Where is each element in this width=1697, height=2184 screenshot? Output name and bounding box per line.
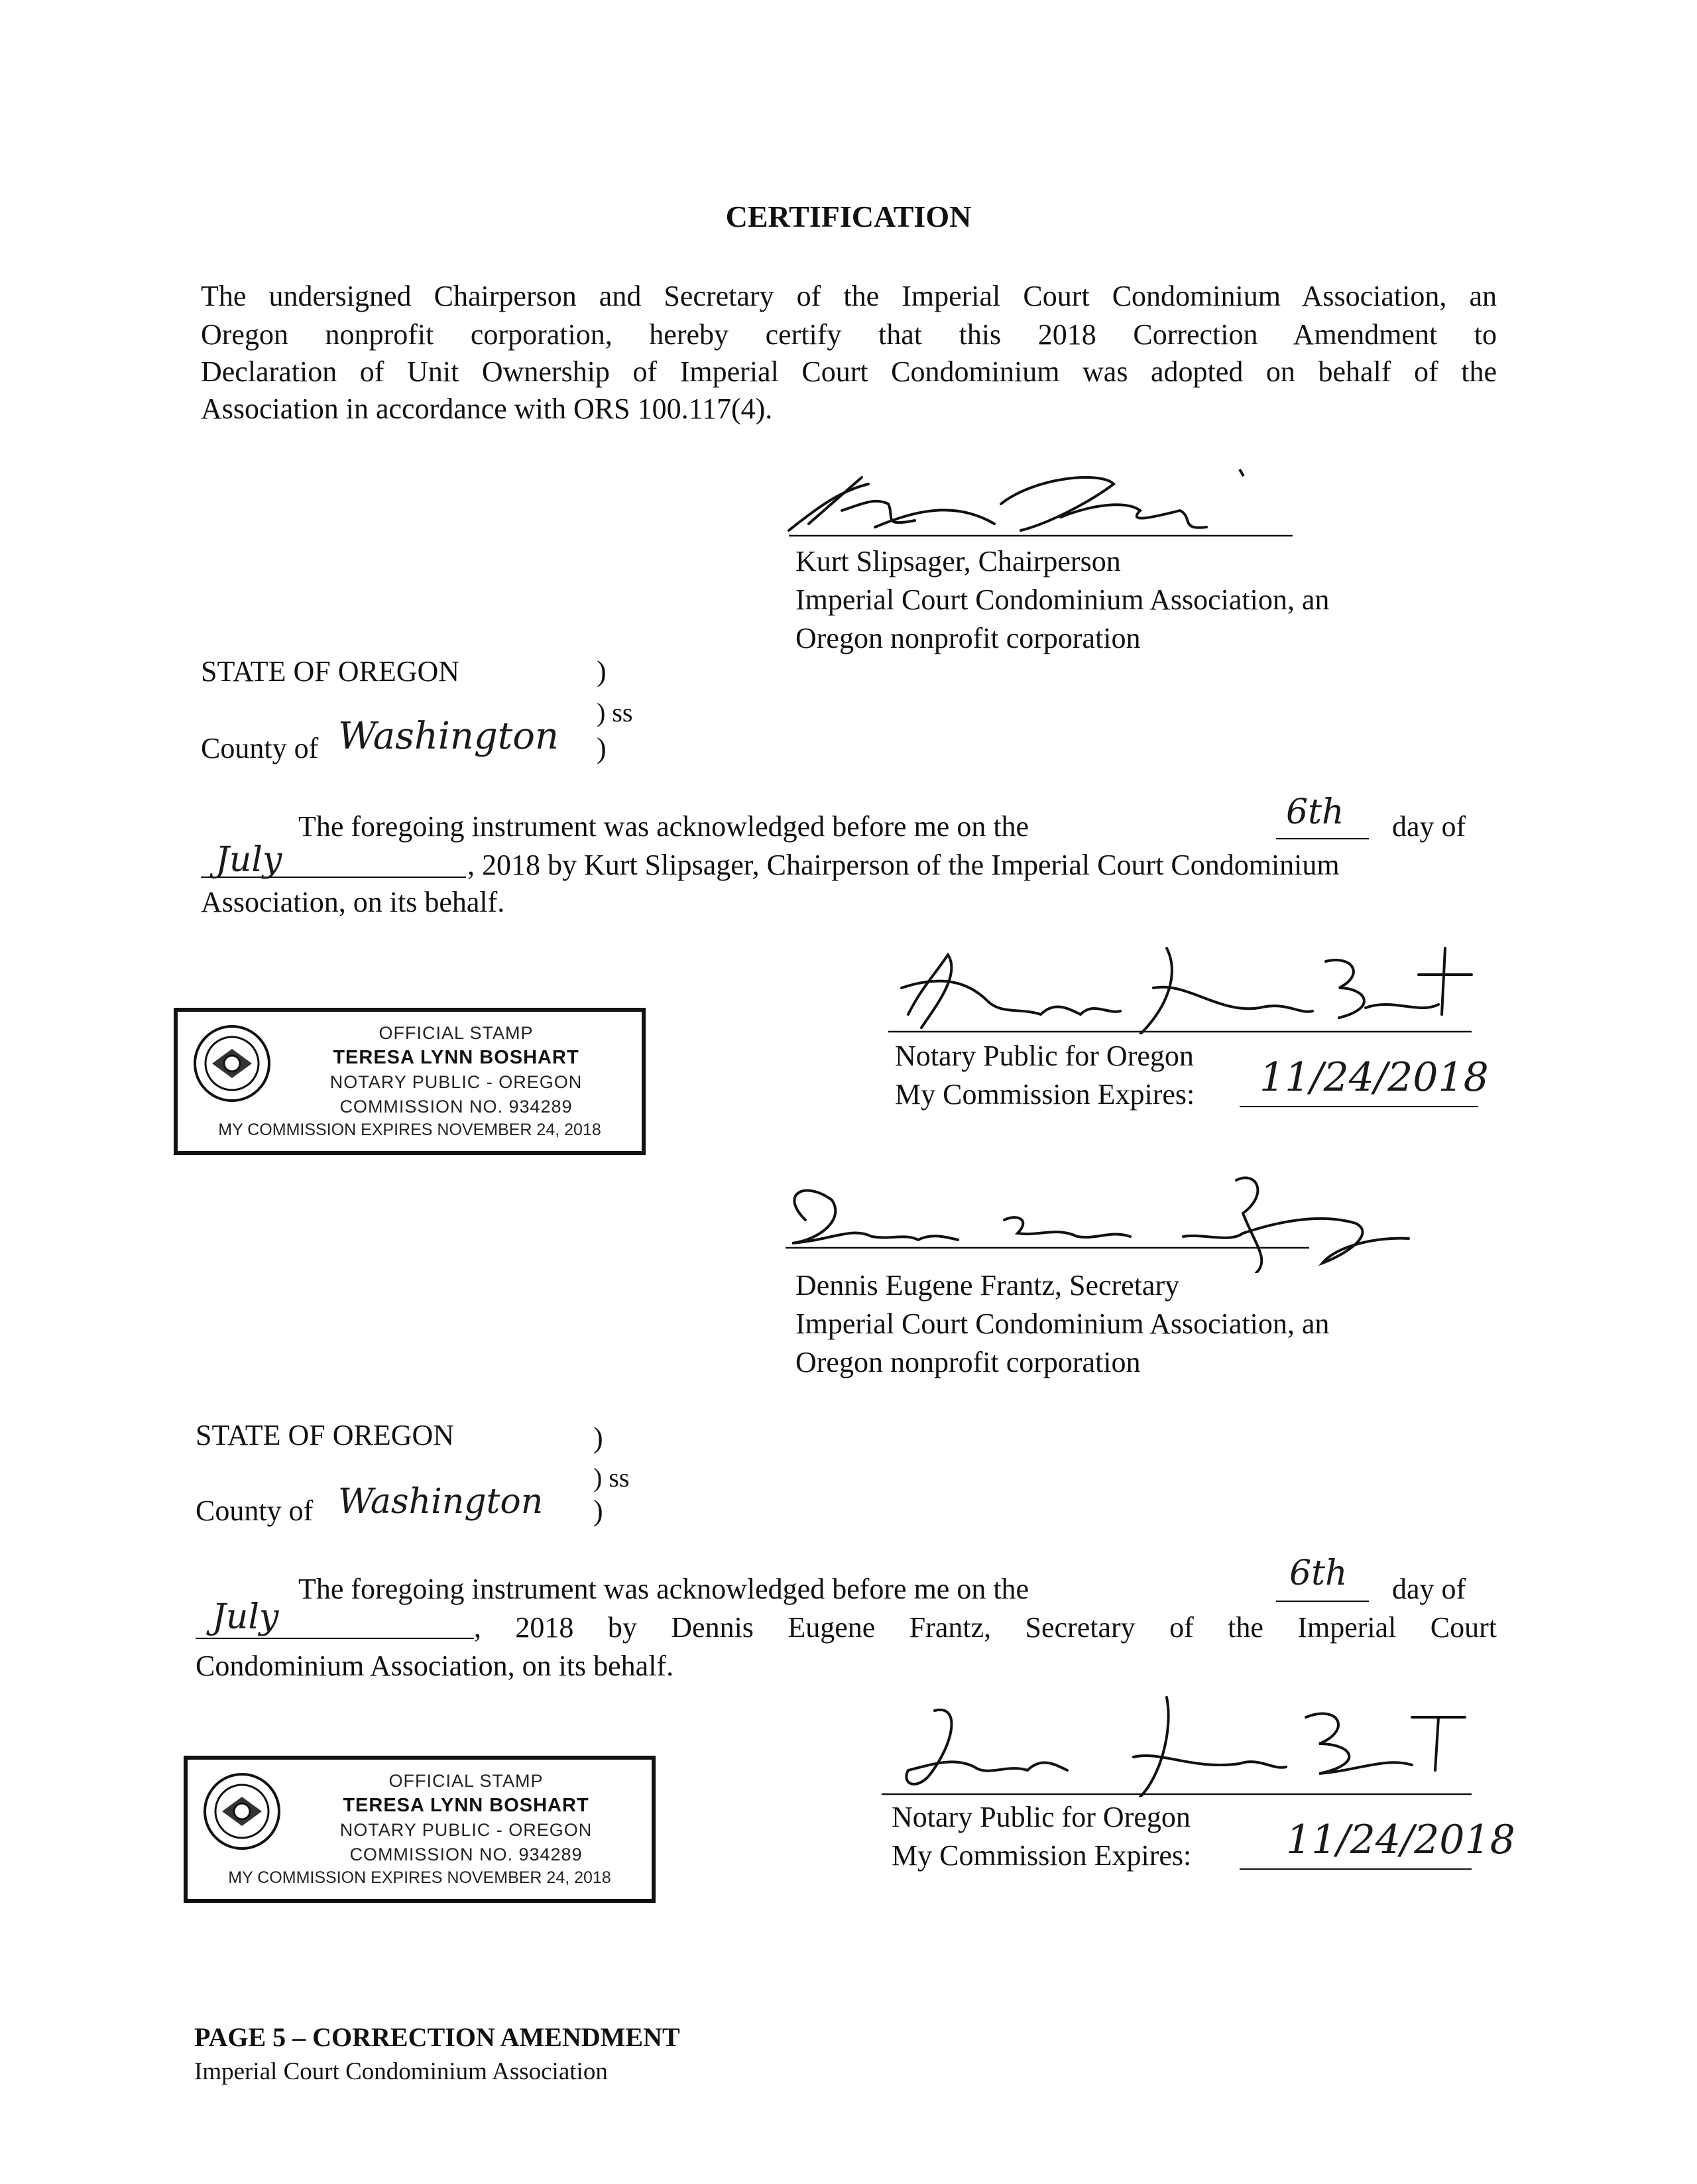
expires-label: My Commission Expires: [892, 1839, 1192, 1872]
notary-signature [888, 935, 1478, 1034]
intro-line: The undersigned Chairperson and Secretary of the Imperial Court Condominium Association, an [201, 280, 1497, 312]
stamp-expires: MY COMMISSION EXPIRES NOVEMBER 24, 2018 [218, 1121, 601, 1139]
state-seal-icon [202, 1772, 282, 1851]
expires-blank [1240, 1106, 1478, 1107]
footer-association: Imperial Court Condominium Association [194, 2058, 608, 2085]
state-label: STATE OF OREGON [196, 1419, 455, 1451]
stamp-line: OFFICIAL STAMP [379, 1023, 534, 1043]
official-stamp [184, 1756, 656, 1903]
notary-signature [882, 1691, 1478, 1797]
ack-text-line: Association, on its behalf. [201, 886, 505, 918]
day-of: day of [1392, 810, 1466, 843]
chair-signature [782, 464, 1299, 538]
venue-ss: ) ss [593, 1463, 630, 1492]
notary-signature-mark [882, 1691, 1478, 1797]
ack-text-line: Condominium Association, on its behalf. [196, 1650, 674, 1682]
intro-line: Oregon nonprofit corporation, hereby certify that this 2018 Correction Amendment to [201, 318, 1497, 351]
day-handwritten: 6th [1289, 1553, 1348, 1593]
intro-line: Declaration of Unit Ownership of Imperial Court Condominium was adopted on behalf of the [201, 355, 1497, 388]
chair-name-title: Kurt Slipsager, Chairperson [795, 545, 1121, 577]
day-blank [1276, 838, 1369, 839]
page-title: CERTIFICATION [725, 200, 972, 233]
state-label: STATE OF OREGON [201, 655, 460, 688]
venue-paren: ) [593, 1422, 603, 1454]
chair-signature-mark [782, 464, 1299, 538]
ack-text-line: , 2018 by Dennis Eugene Frantz, Secretary of the Imperial Court [474, 1611, 1497, 1644]
county-handwritten: Washington [338, 1482, 544, 1522]
county-paren: ) [597, 732, 607, 764]
secretary-org-line: Imperial Court Condominium Association, an [795, 1307, 1330, 1340]
secretary-signature [779, 1174, 1429, 1273]
expires-label: My Commission Expires: [895, 1078, 1195, 1111]
expires-handwritten: 11/24/2018 [1286, 1817, 1515, 1863]
footer-page-label: PAGE 5 – CORRECTION AMENDMENT [194, 2022, 680, 2052]
county-label: County of [196, 1494, 314, 1527]
month-blank [196, 1638, 474, 1639]
stamp-expires: MY COMMISSION EXPIRES NOVEMBER 24, 2018 [228, 1868, 611, 1887]
chair-org-line: Imperial Court Condominium Association, an [795, 583, 1330, 616]
secretary-org-line: Oregon nonprofit corporation [795, 1346, 1141, 1378]
day-of: day of [1392, 1573, 1466, 1605]
stamp-name: TERESA LYNN BOSHART [333, 1047, 579, 1068]
venue-paren: ) [597, 655, 607, 688]
ack-text-line: The foregoing instrument was acknowledged before me on the [298, 810, 1029, 843]
ack-text-line: , 2018 by Kurt Slipsager, Chairperson of the Imperial Court Condominium [467, 849, 1340, 881]
notary-title: Notary Public for Oregon [895, 1040, 1194, 1072]
notary-title: Notary Public for Oregon [892, 1801, 1191, 1833]
stamp-line: COMMISSION NO. 934289 [349, 1845, 583, 1864]
stamp-name: TERESA LYNN BOSHART [343, 1795, 589, 1816]
expires-blank [1240, 1868, 1472, 1870]
official-stamp [174, 1008, 646, 1155]
chair-org-line: Oregon nonprofit corporation [795, 622, 1141, 654]
venue-ss: ) ss [597, 698, 633, 727]
secretary-name-title: Dennis Eugene Frantz, Secretary [795, 1269, 1180, 1302]
county-label: County of [201, 732, 319, 764]
month-handwritten: July [215, 840, 282, 880]
day-handwritten: 6th [1286, 792, 1344, 832]
month-handwritten: July [212, 1597, 279, 1637]
intro-line: Association in accordance with ORS 100.117(4). [201, 393, 773, 425]
day-blank [1276, 1601, 1369, 1602]
stamp-line: NOTARY PUBLIC - OREGON [329, 1072, 583, 1092]
secretary-signature-mark [779, 1174, 1429, 1273]
expires-handwritten: 11/24/2018 [1259, 1054, 1489, 1101]
stamp-line: OFFICIAL STAMP [388, 1771, 544, 1791]
county-handwritten: Washington [338, 715, 559, 758]
stamp-line: NOTARY PUBLIC - OREGON [339, 1820, 593, 1840]
stamp-line: COMMISSION NO. 934289 [339, 1097, 573, 1117]
county-paren: ) [593, 1494, 603, 1527]
notary-signature-mark [888, 935, 1478, 1034]
ack-text-line: The foregoing instrument was acknowledged before me on the [298, 1573, 1029, 1605]
state-seal-icon [192, 1024, 272, 1103]
